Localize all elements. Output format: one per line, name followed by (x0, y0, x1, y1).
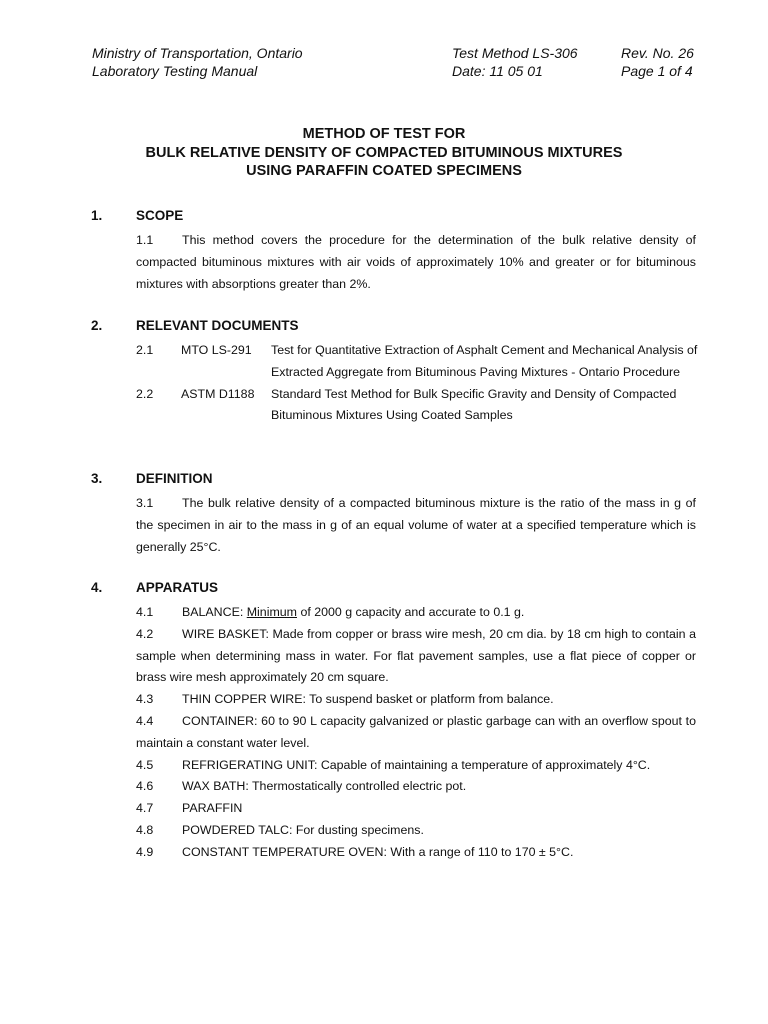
item-text: BALANCE: (182, 605, 247, 619)
item-underlined-text: Minimum (246, 605, 297, 619)
apparatus-item-wax-bath (136, 776, 696, 798)
reference-number: 2.1 (136, 343, 154, 357)
paragraph-number: 1.1 (136, 233, 154, 247)
item-number: 4.3 (136, 692, 154, 707)
header-ministry: Ministry of Transportation, Ontario (92, 45, 303, 61)
section-title: DEFINITION (136, 471, 213, 486)
section-scope (0, 208, 768, 295)
paragraph-number: 3.1 (136, 496, 154, 510)
paragraph-3-1 (136, 493, 696, 558)
item-text: CONTAINER: 60 to 90 L capacity galvanized or plastic garbage can with an overflow spout to maintain a constant water level. (136, 713, 696, 750)
item-text: WIRE BASKET: Made from copper or brass wire mesh, 20 cm dia. by 18 cm high to contain a sample when determining mass in water. For flat pavement samples, use a flat piece of copper or brass wire mesh approximately 20 cm square. (136, 626, 696, 685)
section-number: 1. (91, 208, 103, 223)
reference-code: MTO LS-291 (181, 343, 252, 357)
header-manual: Laboratory Testing Manual (92, 63, 258, 79)
reference-description: Test for Quantitative Extraction of Asphalt Cement and Mechanical Analysis of Extracted Aggregate from Bituminous Paving Mixtures - Ontario Procedure (271, 343, 698, 379)
item-number: 4.8 (136, 822, 154, 837)
item-number: 4.4 (136, 713, 154, 728)
header-rev-no: Rev. No. 26 (621, 45, 694, 61)
apparatus-item-refrigerating-unit (136, 755, 696, 777)
item-number: 4.5 (136, 757, 154, 772)
section-title: APPARATUS (136, 580, 219, 595)
item-number: 4.7 (136, 801, 154, 816)
paragraph-text: This method covers the procedure for the determination of the bulk relative density of compacted bituminous mixtures with air voids of approximately 10% and greater or for bituminous mixtures with absorptions greater than 2%. (136, 233, 696, 291)
item-text: REFRIGERATING UNIT: Capable of maintaining a temperature of approximately 4°C. (182, 757, 651, 772)
item-text: THIN COPPER WIRE: To suspend basket or platform from balance. (182, 692, 554, 707)
item-number: 4.6 (136, 779, 154, 794)
paragraph-text: The bulk relative density of a compacted bituminous mixture is the ratio of the mass in g of the specimen in air to the mass in g of an equal volume of water at a specified temperature which is generally 25°C. (136, 496, 696, 554)
section-heading (0, 471, 768, 491)
header-date: Date: 11 05 01 (452, 63, 543, 79)
title-line-3: USING PARAFFIN COATED SPECIMENS (246, 163, 522, 179)
item-text: CONSTANT TEMPERATURE OVEN: With a range of 110 to 170 ± 5°C. (182, 844, 574, 859)
apparatus-item-powdered-talc (136, 820, 696, 842)
title-line-1: METHOD OF TEST FOR (302, 126, 466, 142)
reference-code: ASTM D1188 (181, 386, 255, 401)
apparatus-item-oven (136, 842, 696, 864)
apparatus-item-paraffin (136, 798, 696, 820)
section-apparatus (0, 580, 768, 864)
header-organization (92, 44, 303, 80)
document-reference (136, 384, 696, 428)
item-text: WAX BATH: Thermostatically controlled electric pot. (182, 779, 467, 794)
item-text: PARAFFIN (182, 801, 243, 816)
title-line-2: BULK RELATIVE DENSITY OF COMPACTED BITUMINOUS MIXTURES (145, 144, 623, 161)
header-method (452, 44, 578, 80)
header-test-method: Test Method LS-306 (452, 45, 578, 61)
section-title: RELEVANT DOCUMENTS (136, 318, 299, 333)
item-number: 4.9 (136, 844, 154, 859)
reference-description: Standard Test Method for Bulk Specific Gravity and Density of Compacted Bituminous Mixtures Using Coated Samples (271, 386, 677, 423)
document-title (0, 125, 768, 181)
section-definition (0, 471, 768, 558)
item-text: of 2000 g capacity and accurate to 0.1 g. (297, 605, 525, 619)
section-title: SCOPE (136, 208, 184, 223)
document-reference (136, 340, 696, 384)
item-number: 4.1 (136, 605, 154, 619)
section-number: 3. (91, 471, 103, 486)
section-heading (0, 318, 768, 338)
section-relevant-documents (0, 318, 768, 427)
apparatus-item-wire-basket (136, 624, 696, 689)
apparatus-item-balance (136, 602, 696, 624)
section-heading (0, 580, 768, 600)
section-heading (0, 208, 768, 228)
header-page-number: Page 1 of 4 (621, 63, 693, 79)
reference-number: 2.2 (136, 386, 154, 401)
item-number: 4.2 (136, 626, 154, 641)
section-number: 4. (91, 580, 103, 595)
item-text: POWDERED TALC: For dusting specimens. (182, 822, 424, 837)
apparatus-item-copper-wire (136, 689, 696, 711)
apparatus-item-container (136, 711, 696, 755)
header-revision (621, 44, 694, 80)
section-number: 2. (91, 318, 103, 333)
paragraph-1-1 (136, 230, 696, 295)
